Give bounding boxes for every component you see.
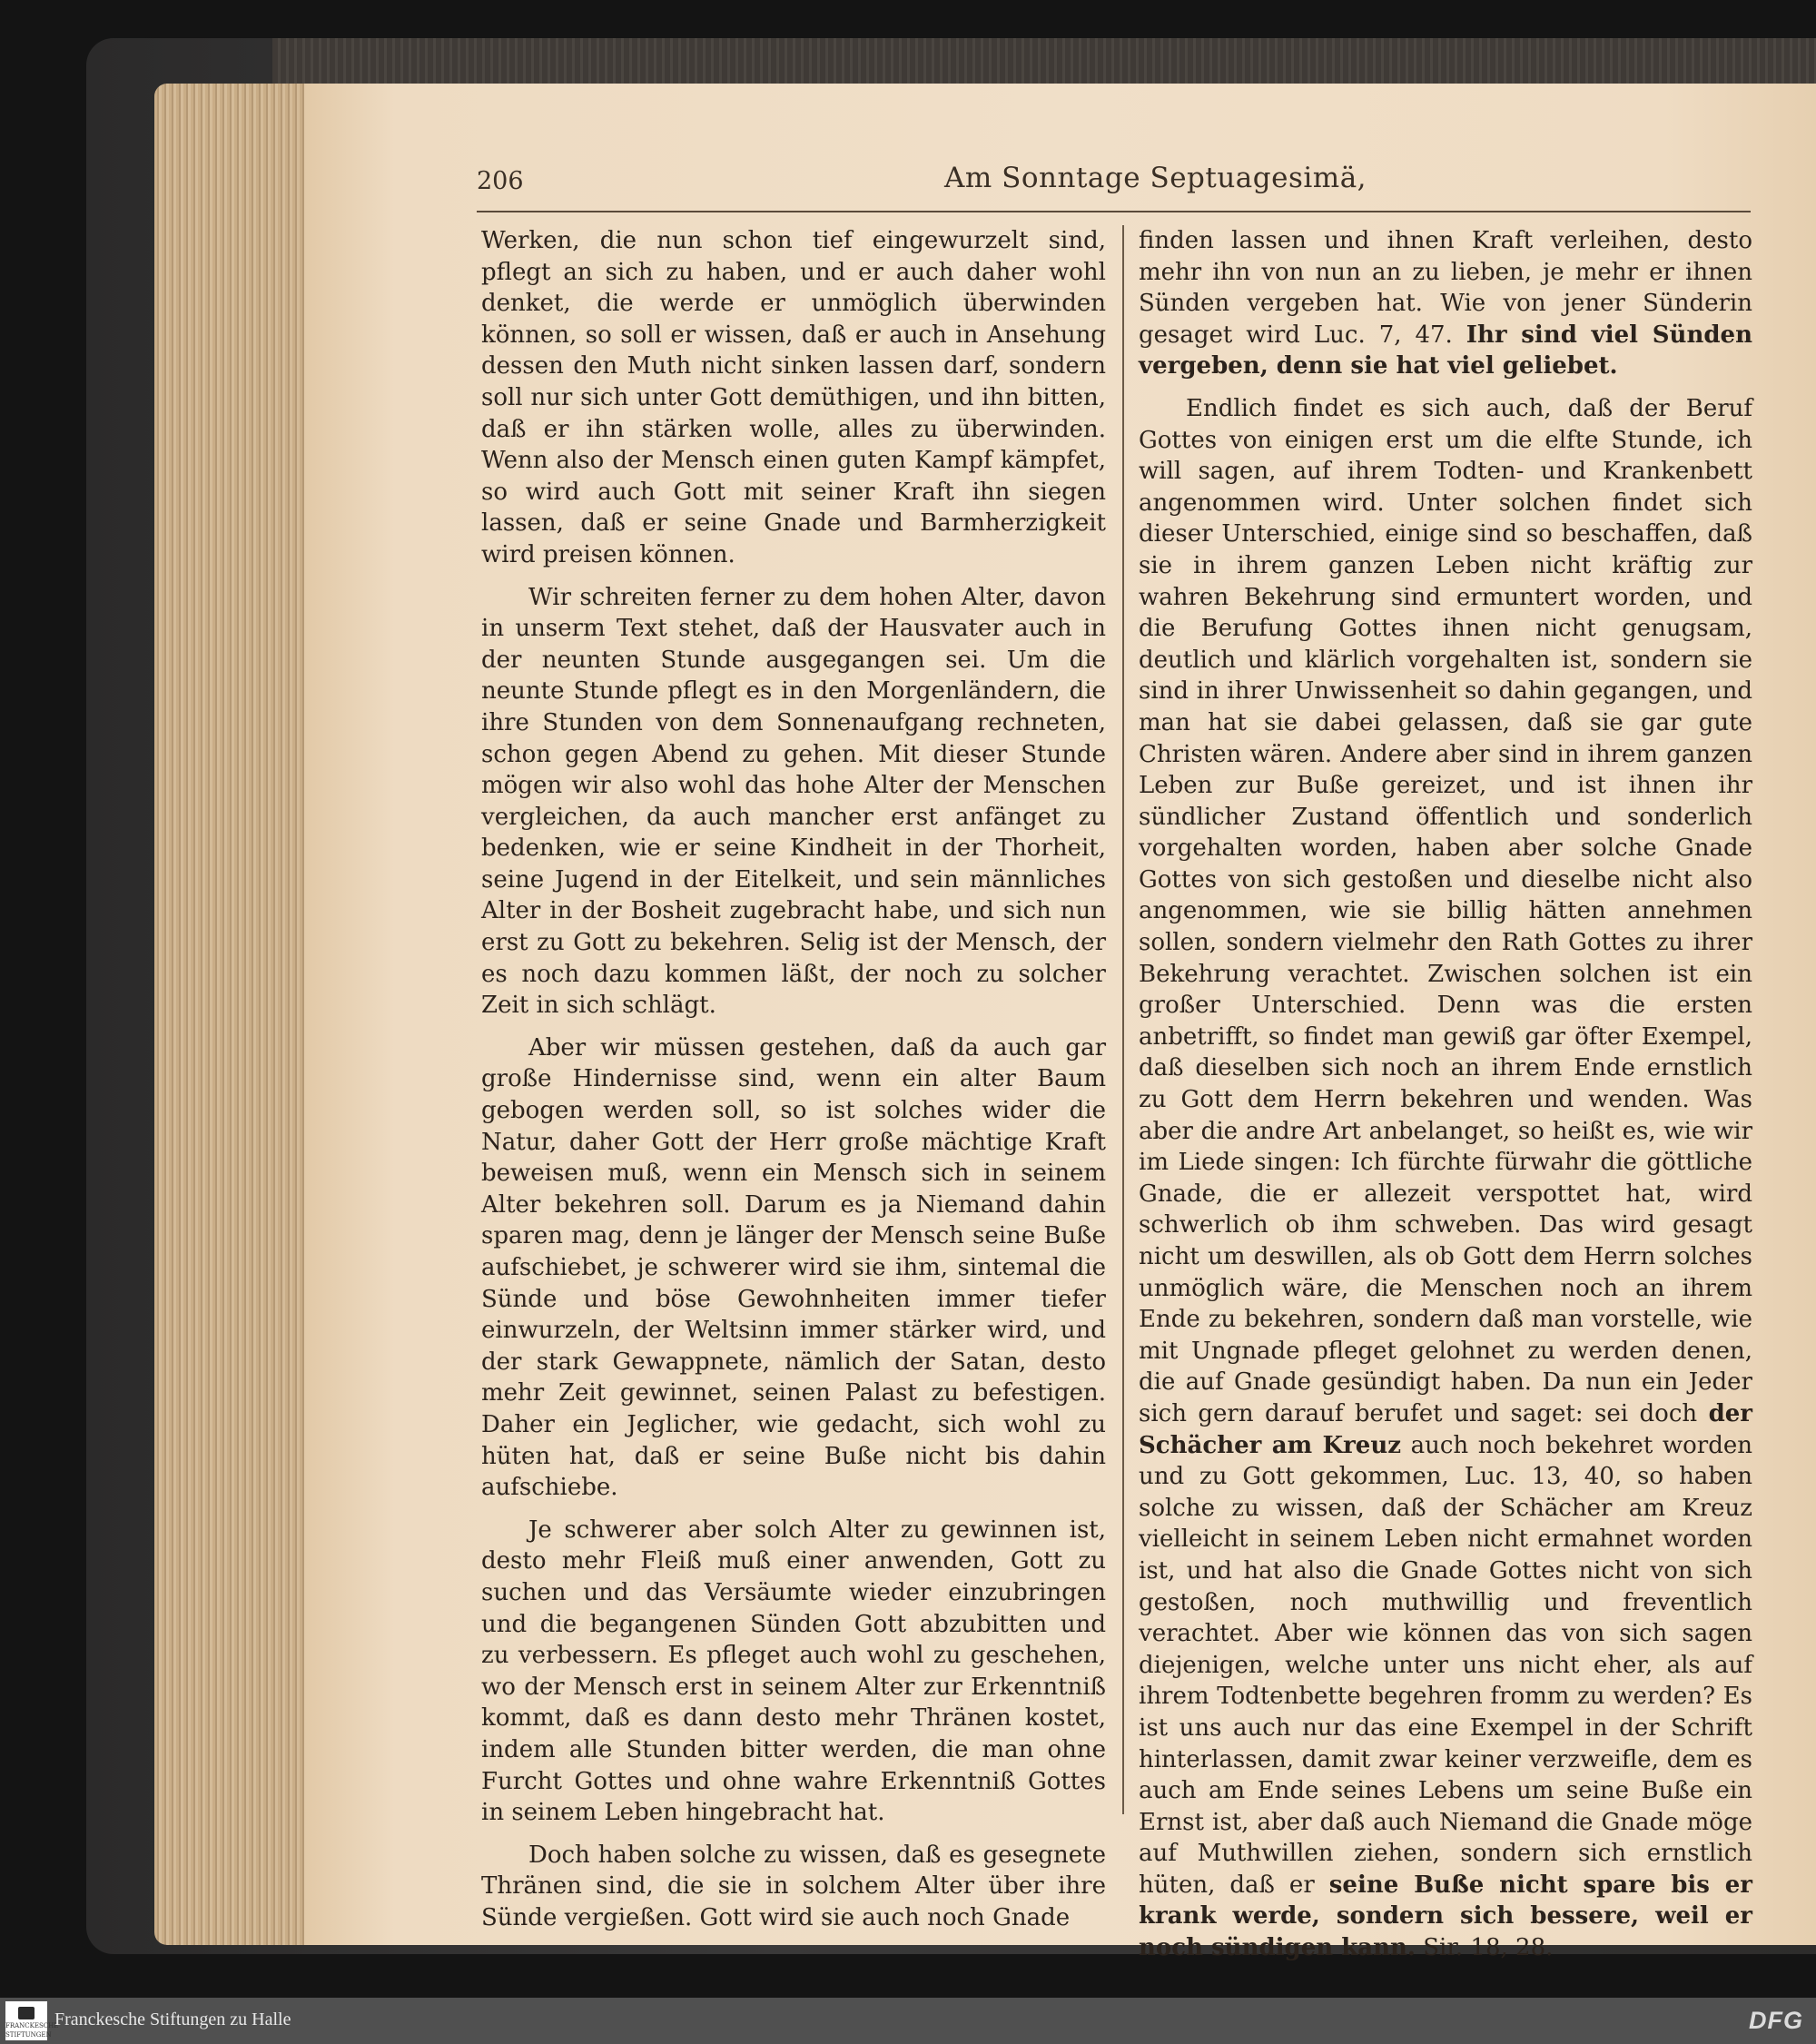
logo-icon bbox=[18, 2007, 35, 2019]
page-number: 206 bbox=[477, 167, 524, 195]
header-rule bbox=[477, 211, 1751, 212]
paragraph: Doch haben solche zu wissen, daß es gesegnete Thränen sind, die sie in solchem Alter über ihre Sünde vergießen. Gott wird sie auch noch Gnade bbox=[481, 1841, 1106, 1931]
paragraph: Wir schreiten ferner zu dem hohen Alter, davon in unserm Text stehet, daß der Hausvater auch in der neunten Stunde ausgegangen sei. Um die neunte Stunde pflegt es in den Morgenländern, die ihre Stunden von dem Sonnenaufgang rechneten, schon gegen Abend zu gehen. Mit dieser Stunde mögen wir also wohl das hohe Alter der Menschen vergleichen, da auch mancher erst anfänget zu bedenken, wie er seine Kindheit in der Thorheit, seine Jugend in der Eitelkeit, und sein männliches Alter in der Bosheit zugebracht habe, und sich nun erst zu Gott zu bekehren. Selig ist der Mensch, der es noch dazu kommen läßt, der noch zu solcher Zeit in sich schlägt. bbox=[481, 583, 1106, 1020]
text-run: auch noch bekehret worden und zu Gott gekommen, Luc. 13, 40, so haben solche zu wissen, daß der Schächer am Kreuz vielleicht in seinem Leben nicht ermahnet worden ist, und hat also die Gnade Gottes nicht von sich gestoßen, noch muthwillig und freventlich verachtet. Aber wie können das von sich sagen diejenigen, welche unter uns nicht eher, als auf ihrem Todtenbette begehren fromm zu werden? Es ist uns auch nur das eine Exempel in der Schrift hinterlassen, damit zwar keiner verzweifle, dem es auch am Ende seines Lebens um seine Buße ein Ernst ist, aber daß auch Niemand die Gnade möge auf Muthwillen ziehen, sondern sich ernstlich hüten, daß er bbox=[1139, 1431, 1752, 1899]
institution-logo[interactable] bbox=[5, 2001, 59, 2040]
paragraph bbox=[1139, 225, 1752, 382]
logo-label: FRANCKESCHE STIFTUNGEN bbox=[5, 2022, 59, 2039]
running-title: Am Sonntage Septuagesimä, bbox=[944, 162, 1367, 194]
text-run: finden lassen und ihnen Kraft verleihen, desto mehr ihn von nun an zu lieben, je mehr er ihnen Sünden vergeben hat. Wie von jener Sünderin gesaget wird Luc. 7, 47. bbox=[1139, 227, 1752, 349]
viewer-footer bbox=[0, 1998, 1816, 2044]
paragraph: Je schwerer aber solch Alter zu gewinnen ist, desto mehr Fleiß muß einer anwenden, Gott zu suchen und das Versäumte wieder einzubringen und die begangenen Sünden Gott abzubitten und zu verbessern. Es pfleget auch wohl zu geschehen, wo der Mensch erst in seinem Alter zur Erkenntniß kommt, daß es dann desto mehr Thränen kostet, indem alle Stunden bitter werden, die man ohne Furcht Gottes und ohne wahre Erkenntniß Gottes in seinem Leben hingebracht hat. bbox=[481, 1516, 1106, 1827]
text-run: Sir. 18, 28. bbox=[1415, 1934, 1554, 1962]
dfg-logo[interactable]: DFG bbox=[1749, 2007, 1803, 2034]
page-header bbox=[477, 162, 1748, 207]
bold-quote: seine Buße nicht spare bis er krank werde, sondern sich bessere, weil er noch sündigen kann. bbox=[1139, 1871, 1752, 1962]
bold-quote: Ihr sind viel Sünden vergeben, denn sie hat viel geliebet. bbox=[1139, 321, 1752, 380]
book-spine-top bbox=[272, 38, 1816, 84]
paragraph: Aber wir müssen gestehen, daß da auch gar große Hindernisse sind, wenn ein alter Baum gebogen werden soll, so ist solches wider die Natur, daher Gott der Herr große mächtige Kraft beweisen muß, wenn ein Mensch sich in seinem Alter bekehren soll. Darum es ja Niemand dahin sparen mag, denn je länger der Mensch seine Buße aufschiebet, je schwerer wird sie ihm, sintemal die Sünde und böse Gewohnheiten immer tiefer einwurzeln, der Weltsinn immer stärker wird, und der stark Gewappnete, nämlich der Satan, desto mehr Zeit gewinnet, seinen Palast zu befestigen. Daher ein Jeglicher, wie gedacht, sich wohl zu hüten hat, daß er seine Buße nicht bis dahin aufschiebe. bbox=[481, 1033, 1106, 1502]
text-run: Endlich findet es sich auch, daß der Beruf Gottes von einigen erst um die elfte Stunde, ich will sagen, auf ihrem Todten- und Krankenbett angenommen wird. Unter solchen findet sich dieser Unterschied, einige sind so beschaffen, daß sie in ihrem ganzen Leben nicht kräftig zur wahren Bekehrung sind ermuntert worden, und die Berufung Gottes ihnen nicht genugsam, deutlich und klärlich vorgehalten ist, sondern sie sind in ihrer Unwissenheit so dahin gegangen, und man hat sie dabei gelassen, daß sie gar gute Christen wären. Andere aber sind in ihrem ganzen Leben zur Buße gereizet, und ist ihnen ihr sündlicher Zustand öffentlich und sonderlich vorgehalten worden, haben aber solche Gnade Gottes von sich gestoßen und dieselbe nicht also angenommen, wie sie billig hätten annehmen sollen, sondern vielmehr den Rath Gottes zu ihrer Bekehrung verachtet. Zwischen solchen ist ein großer Unterschied. Denn was die ersten anbetrifft, so findet man gewiß gar öfter Exempel, daß dieselben sich noch an ihrem Ende ernstlich zu Gott dem Herrn bekehren und wenden. Was aber die andre Art anbelanget, so heißt es, wie wir im Liede singen: Ich fürchte fürwahr die göttliche Gnade, die er allezeit verspottet hat, wird schwerlich ob ihm schweben. Das wird gesagt nicht um deswillen, als ob Gott dem Herrn solches unmöglich wäre, die Menschen noch an ihrem Ende zu bekehren, sondern daß man vorstelle, wie mit Ungnade pfleget gelohnet zu werden denen, die auf Gnade gesündigt haben. Da nun ein Jeder sich gern darauf berufet und saget: sei doch bbox=[1139, 394, 1752, 1427]
bold-quote: der Schächer am Kreuz bbox=[1139, 1399, 1752, 1459]
paragraph: Werken, die nun schon tief eingewurzelt sind, pflegt an sich zu haben, und er auch daher wohl denket, die werde er unmöglich überwinden können, so soll er wissen, daß er auch in Ansehung dessen den Muth nicht sinken lassen darf, sondern soll nur sich unter Gott demüthigen, und ihn bitten, daß er ihn stärken wolle, alles zu überwinden. Wenn also der Mensch einen guten Kampf kämpfet, so wird auch Gott mit seiner Kraft ihn siegen lassen, daß er seine Gnade und Barmherzigkeit wird preisen können. bbox=[481, 227, 1106, 568]
column-divider bbox=[1122, 225, 1124, 1814]
paragraph bbox=[1139, 393, 1752, 1964]
left-column bbox=[481, 225, 1106, 1933]
page-edges bbox=[154, 84, 309, 1945]
institution-name[interactable]: Franckesche Stiftungen zu Halle bbox=[54, 2009, 291, 2029]
right-column bbox=[1139, 225, 1752, 1964]
